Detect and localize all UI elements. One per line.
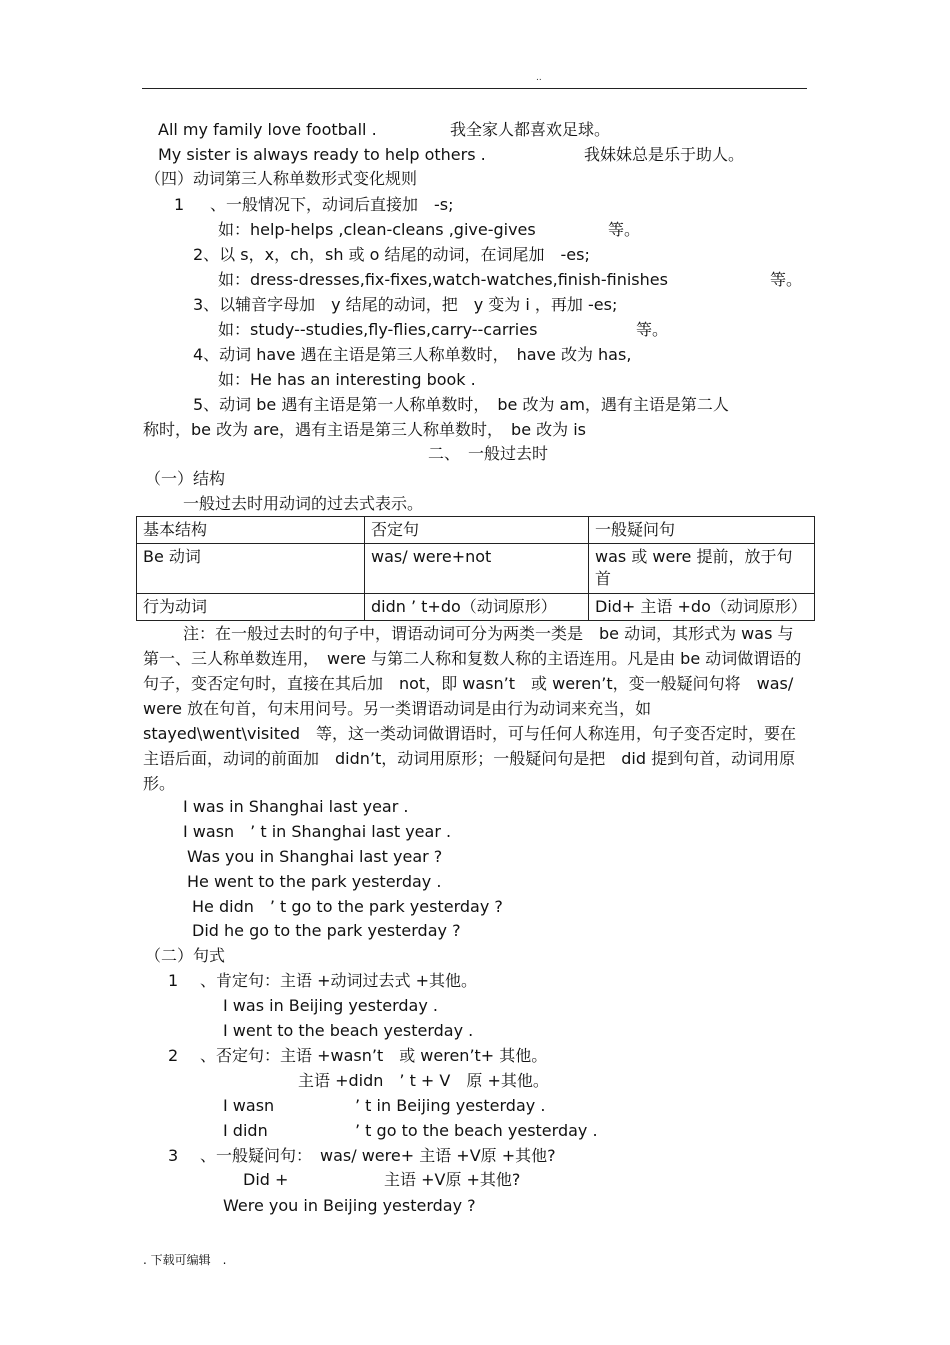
pattern-number: 2 xyxy=(168,1046,179,1065)
rule-text: 4、动词 have 遇在主语是第三人称单数时， have 改为 has, xyxy=(193,345,632,364)
affirmative-pattern: 、肯定句：主语 +动词过去式 +其他。 xyxy=(200,971,477,990)
example-sentence: He went to the park yesterday . xyxy=(187,872,442,891)
table-row xyxy=(137,594,815,621)
table-header-cell: 基本结构 xyxy=(137,517,365,544)
rule-text: 5、动词 be 遇有主语是第一人称单数时， be 改为 am，遇有主语是第二人 xyxy=(193,395,729,414)
table-header-row xyxy=(137,517,815,544)
rule-example: 如：dress-dresses,fix-fixes,watch-watches,finish-finishes xyxy=(218,270,668,289)
pattern-example: I didn xyxy=(223,1121,268,1140)
rule-text: 称时，be 改为 are，遇有主语是第三人称单数时， be 改为 is xyxy=(143,420,587,439)
note-paragraph: 注：在一般过去时的句子中，谓语动词可分为两类一类是 be 动词，其形式为 was 与第一、三人称单数连用， were 与第二人称和复数人称的主语连用。凡是由 be 动词做谓语的句子，变否定句时，直接在其后加 not，即 wasn’t 或 weren’t，变一般疑问句将 was/ were 放在句首，句末用问号。另一类谓语动词是由行为动词来充当，如 stayed\went\visited 等，这一类动词做谓语时，可与任何人称连用，句子变否定时，要在主语后面，动词的前面加 didn’t，动词用原形；一般疑问句是把 did 提到句首，动词用原形。 xyxy=(143,624,802,793)
question-pattern-alt: Did + xyxy=(243,1170,289,1189)
pattern-example: Were you in Beijing yesterday ? xyxy=(223,1196,476,1215)
example-sentence: Was you in Shanghai last year ? xyxy=(187,847,443,866)
pattern-example: ’ t in Beijing yesterday . xyxy=(355,1096,546,1115)
rule-example-end: 等。 xyxy=(608,220,641,239)
subsection-heading: （一）结构 xyxy=(145,469,226,488)
pattern-number: 1 xyxy=(168,971,179,990)
pattern-example: I went to the beach yesterday . xyxy=(223,1021,474,1040)
structure-description: 一般过去时用动词的过去式表示。 xyxy=(183,494,424,513)
section-heading: （四）动词第三人称单数形式变化规则 xyxy=(145,169,418,188)
rule-example-end: 等。 xyxy=(636,320,669,339)
rule-text: 2、以 s，x，ch，sh 或 o 结尾的动词，在词尾加 -es; xyxy=(193,245,590,264)
table-cell: was 或 were 提前，放于句首 xyxy=(589,544,815,594)
table-cell: Be 动词 xyxy=(137,544,365,594)
table-cell: didn ’ t+do（动词原形） xyxy=(365,594,589,621)
table-header-cell: 一般疑问句 xyxy=(589,517,815,544)
example-sentence: He didn ’ t go to the park yesterday ? xyxy=(192,897,503,916)
rule-example: 如：He has an interesting book . xyxy=(218,370,476,389)
question-pattern-alt: 主语 +V原 +其他? xyxy=(384,1170,521,1189)
rule-example: 如：study--studies,fly-flies,carry--carries xyxy=(218,320,538,339)
past-tense-structure-table xyxy=(136,516,815,621)
table-row xyxy=(137,544,815,594)
pattern-example: I was in Beijing yesterday . xyxy=(223,996,438,1015)
table-cell: Did+ 主语 +do（动词原形） xyxy=(589,594,815,621)
subsection-heading: （二）句式 xyxy=(145,946,226,965)
header-divider xyxy=(142,88,807,89)
example-sentence: Did he go to the park yesterday ? xyxy=(192,921,461,940)
question-pattern: 、一般疑问句： was/ were+ 主语 +V原 +其他? xyxy=(200,1146,556,1165)
negative-pattern-alt: 主语 +didn ’ t + V 原 +其他。 xyxy=(298,1071,549,1090)
negative-pattern: 、否定句：主语 +wasn’t 或 weren’t+ 其他。 xyxy=(200,1046,548,1065)
example-sentence: I wasn ’ t in Shanghai last year . xyxy=(183,822,452,841)
pattern-example: ’ t go to the beach yesterday . xyxy=(355,1121,598,1140)
pattern-number: 3 xyxy=(168,1146,179,1165)
pattern-example: I wasn xyxy=(223,1096,275,1115)
footer-note: . 下载可编辑 . xyxy=(143,1253,227,1267)
rule-text: 3、以辅音字母加 y 结尾的动词，把 y 变为 i ，再加 -es; xyxy=(193,295,618,314)
table-cell: 行为动词 xyxy=(137,594,365,621)
example-line-zh: 我全家人都喜欢足球。 xyxy=(450,120,611,139)
table-cell: was/ were+not xyxy=(365,544,589,594)
rule-example: 如：help-helps ,clean-cleans ,give-gives xyxy=(218,220,536,239)
example-line-en: My sister is always ready to help others . xyxy=(158,145,486,164)
example-line-en: All my family love football . xyxy=(158,120,377,139)
table-header-cell: 否定句 xyxy=(365,517,589,544)
rule-text: 、一般情况下，动词后直接加 -s; xyxy=(210,195,454,214)
section-title: 二、 一般过去时 xyxy=(428,444,549,463)
rule-example-end: 等。 xyxy=(770,270,803,289)
rule-number: 1 xyxy=(174,195,185,214)
example-sentence: I was in Shanghai last year . xyxy=(183,797,409,816)
header-mark: .. xyxy=(536,73,542,83)
example-line-zh: 我妹妹总是乐于助人。 xyxy=(584,145,745,164)
